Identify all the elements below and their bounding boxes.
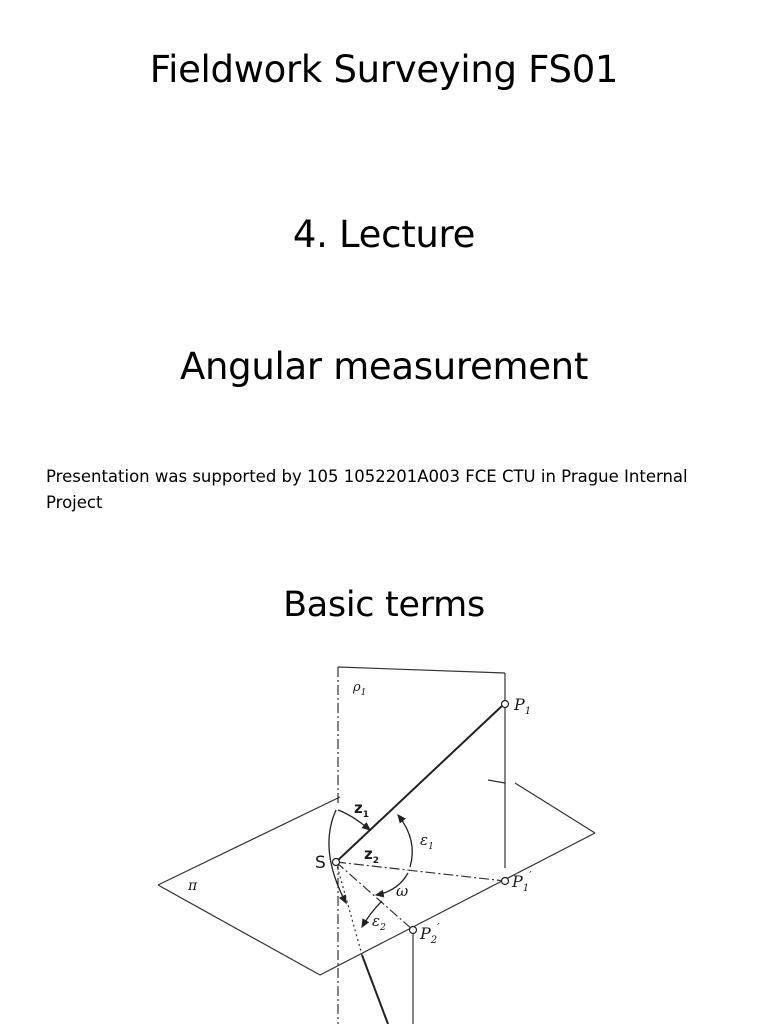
sight-line-p2-solid [362,955,388,1024]
label-elevation-1: $\varepsilon_1$ [420,831,434,852]
label-zenith-1: $z_1$ [354,799,369,820]
slide-2-title: 4. Lecture [292,213,476,256]
label-plane-horizontal: π [188,878,198,894]
elevation-arc-1 [398,815,412,867]
point-p1 [502,701,509,708]
label-p2-proj: $P_2'$ [420,921,440,946]
zenith-arc-2 [329,810,346,903]
slide-3-title: Angular measurement [179,345,589,388]
station-point-s [333,859,340,866]
label-horizontal-angle: ω [396,882,409,900]
label-plane-vertical: $\rho_1$ [353,680,367,698]
label-p1: $P_1$ [514,695,532,717]
slide-4-title: Basic terms [283,585,485,625]
sight-line-p2 [336,862,362,955]
point-p1-proj [502,878,509,885]
projection-line-p1 [336,862,505,881]
label-zenith-2: $z_2$ [364,845,379,866]
label-elevation-2: $\varepsilon_2$ [372,912,386,933]
support-credit-text: Presentation was supported by 105 1052201A003 FCE CTU in Prague Internal Project [46,467,688,512]
label-p1-proj: $P_1'$ [512,869,532,894]
angular-measurement-diagram [150,655,610,1024]
label-station-s: S [315,853,326,873]
point-p2-proj [410,927,417,934]
slide-1-title: Fieldwork Surveying FS01 [149,48,619,91]
